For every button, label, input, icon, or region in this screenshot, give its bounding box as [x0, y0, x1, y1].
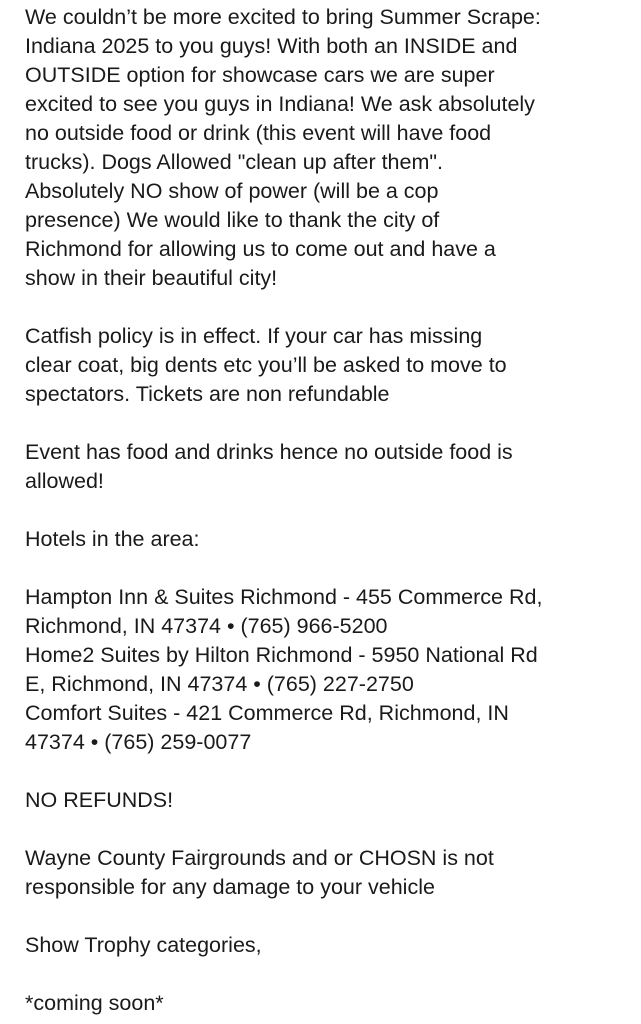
- intro-line: excited to see you guys in Indiana! We ask absolutely: [25, 92, 535, 116]
- intro-paragraph: [25, 3, 633, 293]
- hotels-heading: [25, 525, 633, 554]
- event-description: [25, 3, 633, 1018]
- intro-line: OUTSIDE option for showcase cars we are super: [25, 63, 495, 87]
- intro-line: presence) We would like to thank the city of: [25, 208, 440, 232]
- intro-line: trucks). Dogs Allowed "clean up after them".: [25, 150, 443, 174]
- intro-line: Indiana 2025 to you guys! With both an INSIDE and: [25, 34, 518, 58]
- coming-soon-text: *coming soon*: [25, 991, 164, 1015]
- hotel-line: Home2 Suites by Hilton Richmond - 5950 National Rd: [25, 643, 538, 667]
- food-policy-paragraph: [25, 438, 633, 496]
- food-line: Event has food and drinks hence no outside food is: [25, 440, 513, 464]
- catfish-line: Catfish policy is in effect. If your car has missing: [25, 324, 483, 348]
- intro-line: no outside food or drink (this event will have food: [25, 121, 492, 145]
- liability-paragraph: [25, 844, 633, 902]
- hotel-list: [25, 583, 633, 757]
- catfish-line: spectators. Tickets are non refundable: [25, 382, 390, 406]
- trophy-heading-text: Show Trophy categories,: [25, 933, 262, 957]
- hotel-line: Comfort Suites - 421 Commerce Rd, Richmond, IN: [25, 701, 509, 725]
- intro-line: We couldn’t be more excited to bring Summer Scrape:: [25, 5, 541, 29]
- no-refunds-text: NO REFUNDS!: [25, 788, 174, 812]
- hotel-line: Hampton Inn & Suites Richmond - 455 Commerce Rd,: [25, 585, 543, 609]
- catfish-policy-paragraph: [25, 322, 633, 409]
- hotels-heading-text: Hotels in the area:: [25, 527, 200, 551]
- coming-soon-notice: [25, 989, 633, 1018]
- catfish-line: clear coat, big dents etc you’ll be asked to move to: [25, 353, 507, 377]
- intro-line: Richmond for allowing us to come out and have a: [25, 237, 496, 261]
- trophy-heading: [25, 931, 633, 960]
- hotel-line: Richmond, IN 47374 • (765) 966-5200: [25, 614, 388, 638]
- liability-line: responsible for any damage to your vehicle: [25, 875, 435, 899]
- hotel-line: 47374 • (765) 259-0077: [25, 730, 252, 754]
- liability-line: Wayne County Fairgrounds and or CHOSN is not: [25, 846, 494, 870]
- food-line: allowed!: [25, 469, 104, 493]
- intro-line: Absolutely NO show of power (will be a cop: [25, 179, 439, 203]
- hotel-line: E, Richmond, IN 47374 • (765) 227-2750: [25, 672, 414, 696]
- intro-line: show in their beautiful city!: [25, 266, 278, 290]
- no-refunds-notice: [25, 786, 633, 815]
